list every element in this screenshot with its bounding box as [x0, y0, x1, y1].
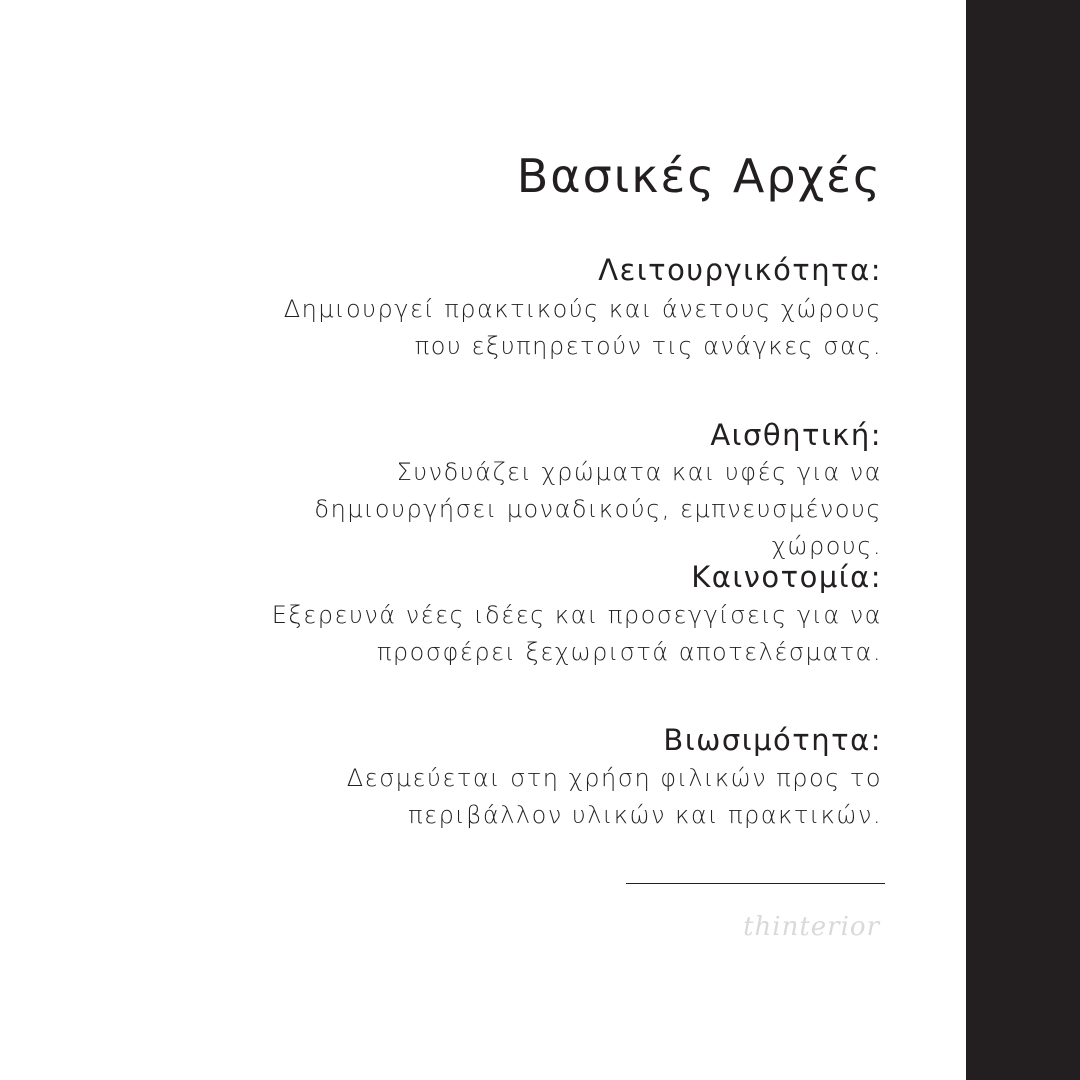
section-body-functionality [242, 291, 882, 365]
section-heading-aesthetics: Αισθητική: [710, 418, 882, 452]
section-heading-sustainability: Βιωσιμότητα: [663, 723, 882, 757]
section-line: Δημιουργεί πρακτικούς και άνετους χώρους [283, 295, 882, 323]
section-line: που εξυπηρετούν τις ανάγκες σας. [414, 332, 882, 360]
divider-line [626, 883, 885, 884]
section-body-sustainability [242, 760, 882, 834]
dark-side-bar [966, 0, 1080, 1080]
section-line: Δεσμεύεται στη χρήση φιλικών προς το [346, 764, 882, 792]
section-line: χώρους. [771, 532, 882, 560]
section-line: περιβάλλον υλικών και πρακτικών. [408, 801, 882, 829]
section-body-innovation [242, 597, 882, 671]
section-heading-innovation: Καινοτομία: [691, 560, 882, 594]
section-heading-functionality: Λειτουργικότητα: [598, 253, 882, 287]
section-line: δημιουργήσει μοναδικούς, εμπνευσμένους [314, 495, 882, 523]
section-body-aesthetics [242, 454, 882, 565]
section-line: Εξερευνά νέες ιδέες και προσεγγίσεις για να [271, 601, 882, 629]
section-line: προσφέρει ξεχωριστά αποτελέσματα. [376, 638, 882, 666]
signature-logo: thinterior [743, 912, 880, 942]
section-line: Συνδυάζει χρώματα και υφές για να [396, 458, 882, 486]
page-title: Βασικές Αρχές [516, 149, 882, 203]
